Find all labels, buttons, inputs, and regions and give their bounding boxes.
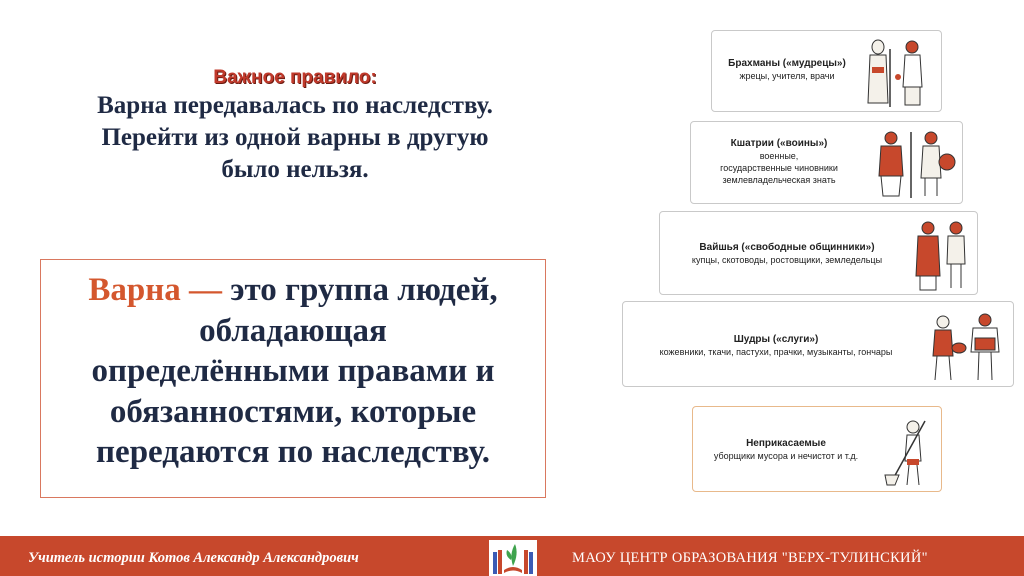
- rule-title: Важное правило:: [213, 67, 377, 88]
- definition-term: Варна: [88, 272, 181, 308]
- varna-title: Кшатрии («воины»): [730, 138, 828, 149]
- varna-title: Брахманы («мудрецы»): [728, 58, 846, 69]
- varna-desc: государственные чиновники: [720, 163, 838, 173]
- definition-line-5: передаются по наследству.: [96, 434, 490, 470]
- varna-card-untouchables: [692, 406, 942, 492]
- varna-card-shudras: [622, 301, 1014, 387]
- varna-desc: военные,: [759, 151, 799, 161]
- varna-card-kshatriyas: [690, 121, 963, 204]
- footer-teacher: Учитель истории Котов Александр Александрович: [28, 550, 359, 566]
- varna-title: Вайшья («свободные общинники»): [699, 242, 875, 253]
- varna-desc: жрецы, учителя, врачи: [739, 71, 835, 81]
- school-logo-icon: [489, 540, 537, 576]
- definition-line-4: обязанностями, которые: [109, 393, 477, 430]
- definition-line-1: [41, 270, 545, 311]
- brahmin-figures-illustration: [860, 37, 940, 109]
- rule-line-1: Варна передавалась по наследству.: [97, 92, 493, 119]
- varna-desc: кожевники, ткачи, пастухи, прачки, музыканты, гончары: [659, 347, 893, 357]
- varna-card-brahmins: [711, 30, 942, 112]
- varna-title: Шудры («слуги»): [733, 334, 819, 345]
- varna-title: Неприкасаемые: [746, 438, 826, 449]
- important-rule: [40, 66, 550, 186]
- footer-school: МАОУ ЦЕНТР ОБРАЗОВАНИЯ "ВЕРХ-ТУЛИНСКИЙ": [572, 550, 928, 566]
- shudra-figures-illustration: [923, 308, 1011, 384]
- varna-desc: уборщики мусора и нечистот и т.д.: [713, 451, 859, 461]
- untouchable-figure-illustration: [881, 415, 937, 489]
- varna-desc: купцы, скотоводы, ростовщики, земледельцы: [691, 255, 883, 265]
- varna-desc: землевладельческая знать: [722, 175, 836, 185]
- varna-card-vaishyas: [659, 211, 978, 295]
- vaishya-figures-illustration: [910, 218, 974, 292]
- definition-dash: —: [180, 272, 231, 308]
- definition-line-1-rest: это группа людей,: [230, 272, 498, 308]
- definition-line-2: обладающая: [199, 312, 387, 349]
- rule-line-3: было нельзя.: [221, 156, 369, 183]
- kshatriya-figures-illustration: [869, 128, 959, 200]
- definition-box: [40, 259, 546, 498]
- rule-line-2: Перейти из одной варны в другую: [101, 124, 489, 151]
- definition-line-3: определёнными правами и: [91, 353, 495, 389]
